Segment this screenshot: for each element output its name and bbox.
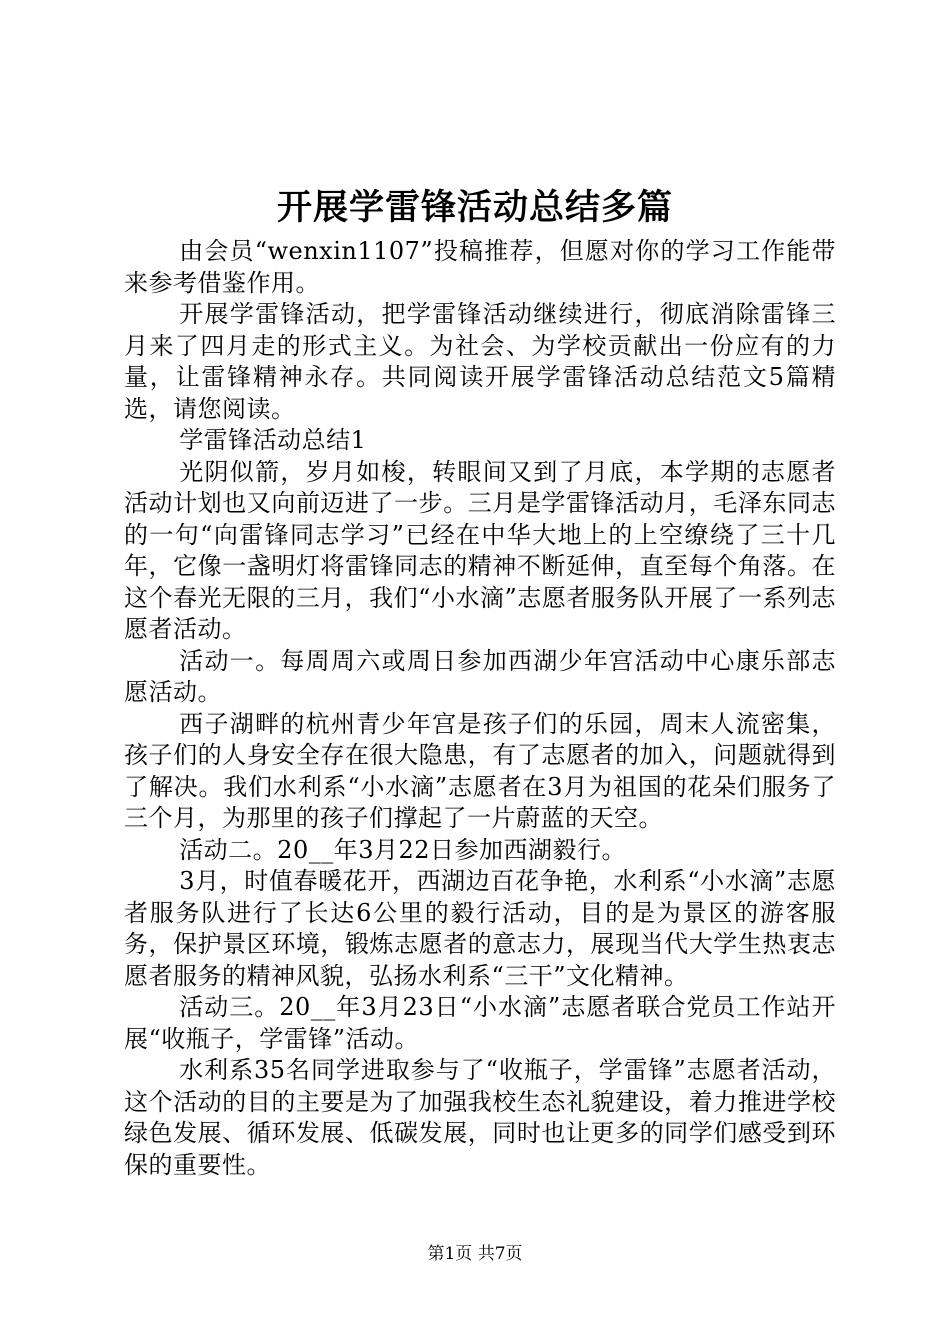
paragraph: 开展学雷锋活动，把学雷锋活动继续进行，彻底消除雷锋三月来了四月走的形式主义。为社会、为学校贡献出一份应有的力量，让雷锋精神永存。共同阅读开展学雷锋活动总结范文5篇精选，请您阅读。: [124, 300, 836, 423]
paragraph: 活动三。20__年3月23日“小水滴”志愿者联合党员工作站开展“收瓶子，学雷锋”活动。: [124, 993, 836, 1053]
page-number: 第1页 共7页: [427, 1244, 523, 1264]
document-title: 开展学雷锋活动总结多篇: [276, 187, 673, 228]
paragraph: 由会员“wenxin1107”投稿推荐，但愿对你的学习工作能带来参考借鉴作用。: [124, 237, 836, 297]
paragraph: 西子湖畔的杭州青少年宫是孩子们的乐园，周末人流密集，孩子们的人身安全存在很大隐患，有了志愿者的加入，问题就得到了解决。我们水利系“小水滴”志愿者在3月为祖国的花朵们服务了三个月，为那里的孩子们撑起了一片蔚蓝的天空。: [124, 709, 836, 832]
paragraph: 水利系35名同学进取参与了“收瓶子，学雷锋”志愿者活动，这个活动的目的主要是为了加强我校生态礼貌建设，着力推进学校绿色发展、循环发展、低碳发展，同时也让更多的同学们感受到环保的重要性。: [124, 1056, 836, 1179]
section-heading: 学雷锋活动总结1: [179, 426, 367, 454]
document-body: [124, 236, 836, 1181]
paragraph: 活动二。20__年3月22日参加西湖毅行。: [179, 835, 627, 864]
paragraph: 光阴似箭，岁月如梭，转眼间又到了月底，本学期的志愿者活动计划也又向前迈进了一步。三月是学雷锋活动月，毛泽东同志的一句“向雷锋同志学习”已经在中华大地上的上空缭绕了三十几年，它像一盏明灯将雷锋同志的精神不断延伸，直至每个角落。在这个春光无限的三月，我们“小水滴”志愿者服务队开展了一系列志愿者活动。: [124, 457, 836, 643]
paragraph: 3月，时值春暖花开，西湖边百花争艳，水利系“小水滴”志愿者服务队进行了长达6公里的毅行活动，目的是为景区的游客服务，保护景区环境，锻炼志愿者的意志力，展现当代大学生热衷志愿者服务的精神风貌，弘扬水利系“三干”文化精神。: [124, 867, 836, 990]
paragraph: 活动一。每周周六或周日参加西湖少年宫活动中心康乐部志愿活动。: [124, 646, 836, 706]
